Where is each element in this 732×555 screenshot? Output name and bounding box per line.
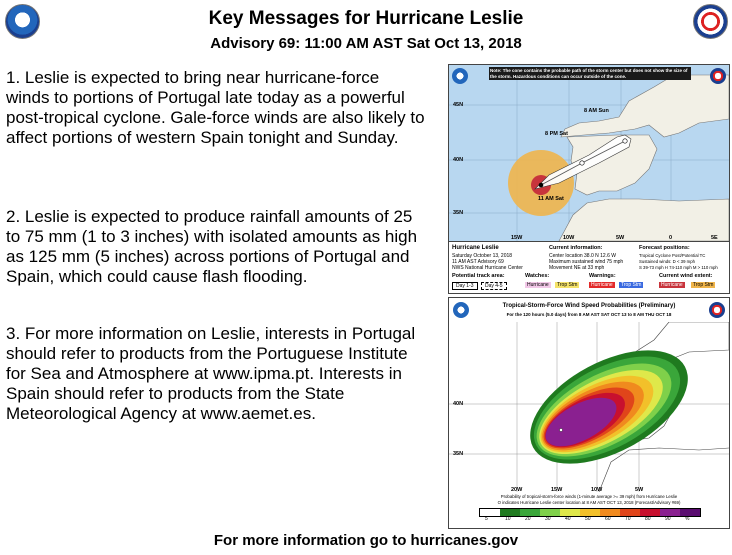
scale-label: 40 [565,516,571,522]
warning-item: Trop Stm [621,282,642,288]
forecast-title: Forecast positions: [639,245,690,251]
current-info-line: Maximum sustained wind 75 mph [549,259,624,265]
forecast-line: S 39-73 mph H 74-110 mph M > 110 mph [639,265,718,270]
scale-swatch [620,509,640,516]
info-line: NWS National Hurricane Center [452,265,523,271]
scale-swatch [540,509,560,516]
track-point-8pm [580,161,584,165]
wind-extent-item: Hurricane [661,282,683,288]
scale-label: 10 [505,516,511,522]
forecast-line: Tropical Cyclone Post/Potential TC [639,253,706,258]
lat-label-45n: 45N [453,102,464,108]
scale-label: 50 [585,516,591,522]
point-label-11am: 11 AM Sat [538,196,564,202]
wind-extent-title: Current wind extent: [659,273,713,279]
lon-label-5w: 5W [616,235,625,241]
lon-label-5w: 5W [635,487,644,493]
storm-center-marker [559,428,562,431]
scale-swatch [600,509,620,516]
point-label-8am: 8 AM Sun [584,108,609,114]
footer-link-text: For more information go to hurricanes.gov [213,532,519,549]
track-point-current [539,183,544,188]
scale-label: 5 [485,516,488,522]
warnings-title: Warnings: [589,273,616,279]
track-area-title: Potential track area: [452,273,505,279]
lat-label-35n: 35N [453,210,464,216]
lon-label-20w: 20W [511,487,523,493]
nws-mini-logo [710,68,726,84]
scale-swatch [640,509,660,516]
warning-item: Hurricane [591,282,613,288]
scale-swatch [660,509,680,516]
lon-label-10w: 10W [563,235,575,241]
scale-label: 30 [545,516,551,522]
scale-label: % [685,516,690,522]
lat-label-40n: 40N [453,401,464,407]
storm-name: Hurricane Leslie [452,245,499,251]
cone-note: Note: The cone contains the probable path of the storm center but does not show the size of the storm. Hazardous conditions can occur outside of the cone. [489,67,691,80]
wind-probability-graphic [448,297,730,529]
scale-label: 90 [665,516,671,522]
lat-label-40n: 40N [453,157,464,163]
noaa-mini-logo [452,68,468,84]
scale-label: 80 [645,516,651,522]
point-label-8pm: 8 PM Sat [545,131,568,137]
scale-label: 60 [605,516,611,522]
watches-title: Watches: [525,273,550,279]
wind-map-subtitle: For the 120 hours (5.0 days) from 8 AM AST SAT OCT 13 to 8 AM THU OCT 18 [506,312,672,317]
wind-map-title: Tropical-Storm-Force Wind Speed Probabilities (Preliminary) [502,303,676,309]
scale-swatch [520,509,540,516]
wind-caption-1: Probability of tropical-storm-force winds (1-minute average >= 39 mph) from Hurricane Leslie [500,494,678,499]
track-point-8am [623,139,627,143]
current-info-title: Current information: [549,245,603,251]
lon-label-5e: 5E [711,235,718,241]
lon-label-0: 0 [669,235,673,241]
scale-swatch [680,509,700,516]
current-info-line: Movement NE at 33 mph [549,265,605,271]
page-title: Key Messages for Hurricane Leslie [208,8,524,29]
watch-item: Trop Stm [557,282,578,288]
nws-mini-logo [709,302,725,318]
noaa-mini-logo [453,302,469,318]
scale-swatch [560,509,580,516]
forecast-line: Sustained winds: D < 39 mph [639,259,696,264]
track-area-item: Day 4-5 [481,282,507,290]
probability-scale-labels [479,516,699,524]
wind-extent-item: Trop Stm [693,282,714,288]
lon-label-10w: 10W [591,487,603,493]
key-message-1: 1. Leslie is expected to bring near hurricane-force winds to portions of Portugal late today as a powerful post-tropical cyclone. Gale-force winds are also likely to affect portions of western Spain tonight and Sunday. [6,68,425,147]
cone-map-graphic [448,64,730,294]
scale-swatch [500,509,520,516]
lat-label-35n: 35N [453,451,464,457]
scale-swatch [480,509,500,516]
key-message-2: 2. Leslie is expected to produce rainfall amounts of 25 to 75 mm (1 to 3 inches) with isolated amounts as high as 125 mm (5 inches) across portions of Portugal and Spain, which could cause flash flooding. [6,207,418,286]
advisory-subtitle: Advisory 69: 11:00 AM AST Sat Oct 13, 2018 [210,35,522,52]
scale-label: 70 [625,516,631,522]
lon-label-15w: 15W [551,487,563,493]
wind-map-svg [449,322,729,492]
scale-swatch [580,509,600,516]
info-line: 11 AM AST Advisory 69 [452,259,504,265]
track-area-item: Day 1-3 [452,282,478,290]
lon-label-15w: 15W [511,235,523,241]
wind-caption-2: O indicates Hurricane Leslie center location at 8 AM AST OCT 13, 2018 (Forecast/Advisory #69) [497,500,681,505]
land-africa [559,199,729,241]
watch-item: Hurricane [527,282,549,288]
key-message-3: 3. For more information on Leslie, interests in Portugal should refer to products from the Portuguese Institute for Sea and Atmosphere at www.ipma.pt. Interests in Spain should refer to products from the State Meteorological Agency at www.aemet.es. [6,324,416,423]
current-info-line: Center location 38.0 N 12.6 W [549,253,616,259]
scale-label: 20 [525,516,531,522]
cone-legend [449,241,729,294]
info-line: Saturday October 13, 2018 [452,253,513,259]
